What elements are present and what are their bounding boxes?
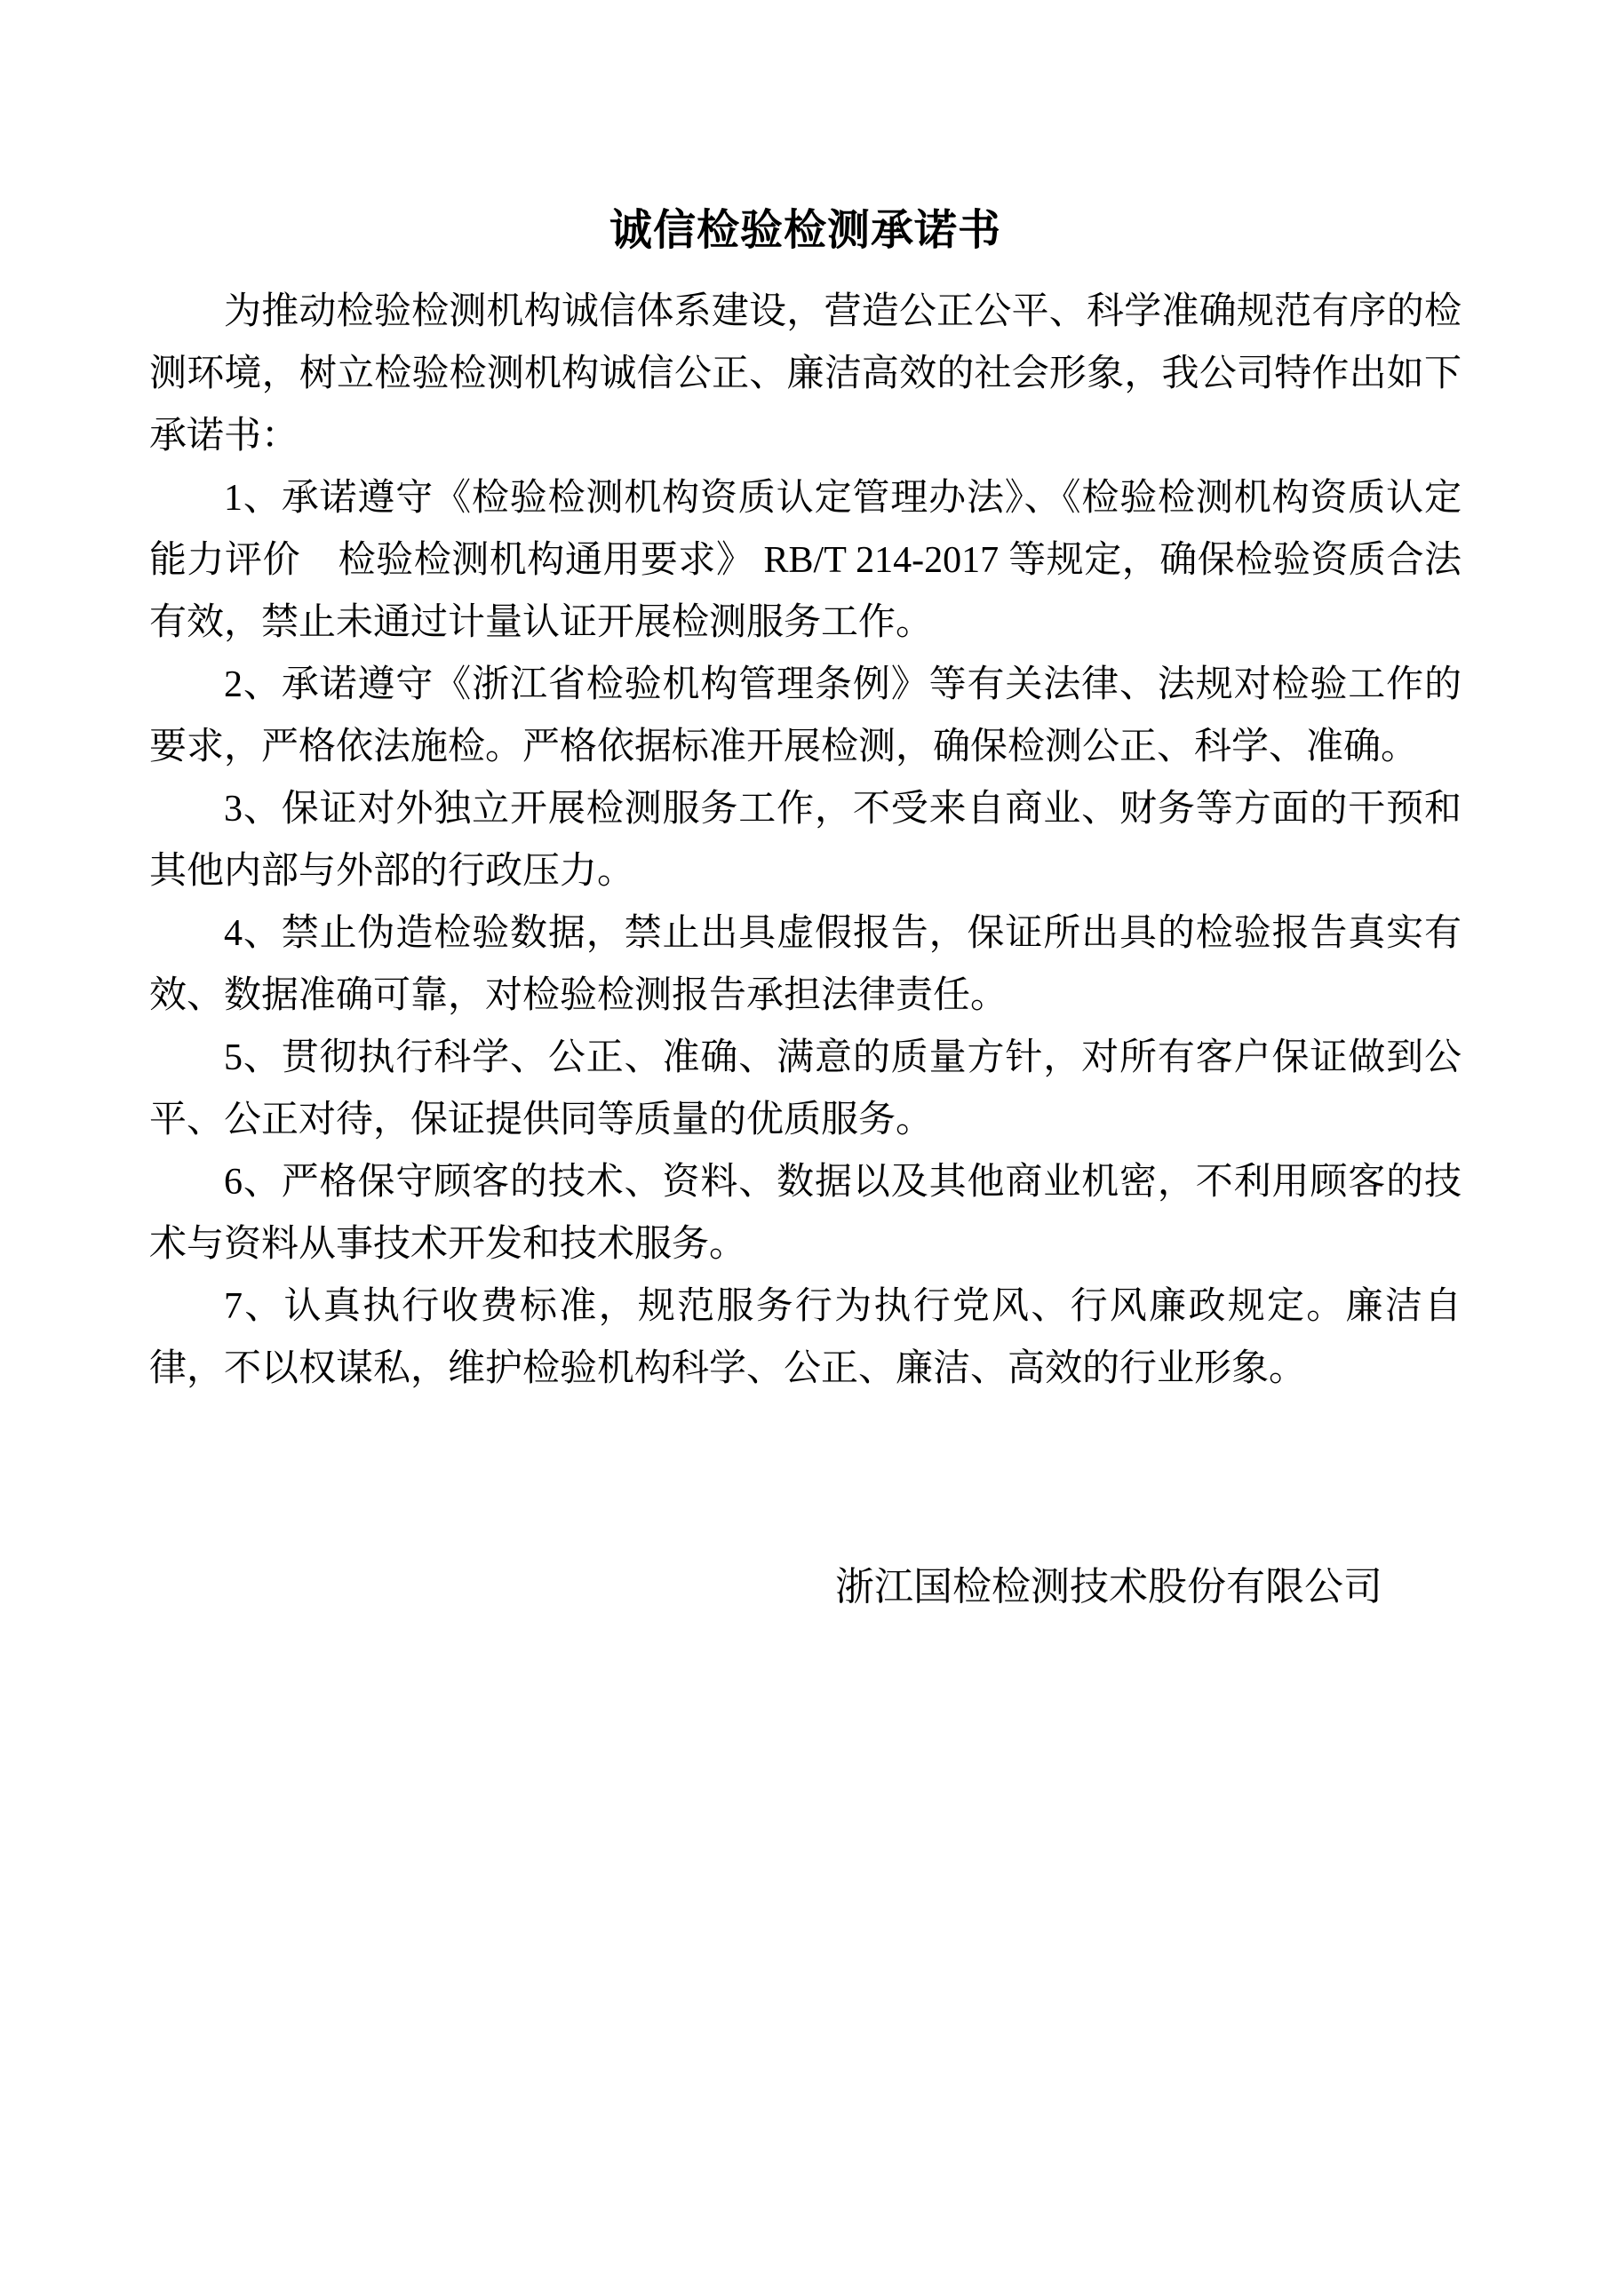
commitment-item-1: 1、承诺遵守《检验检测机构资质认定管理办法》、《检验检测机构资质认定能力评价 检验检测机构通用要求》 RB/T 214-2017 等规定，确保检验资质合法有效，禁止未通过计量认证开展检测服务工作。 <box>149 478 1462 643</box>
commitment-item-6: 6、严格保守顾客的技术、资料、数据以及其他商业机密，不利用顾客的技术与资料从事技术开发和技术服务。 <box>149 1162 1462 1265</box>
commitment-item-7: 7、认真执行收费标准，规范服务行为执行党风、行风廉政规定。廉洁自律，不以权谋私，维护检验机构科学、公正、廉洁、高效的行业形象。 <box>149 1286 1462 1389</box>
commitment-item-3: 3、保证对外独立开展检测服务工作，不受来自商业、财务等方面的干预和其他内部与外部的行政压力。 <box>149 789 1462 892</box>
commitment-item-5: 5、贯彻执行科学、公正、准确、满意的质量方针，对所有客户保证做到公平、公正对待，保证提供同等质量的优质服务。 <box>149 1037 1462 1140</box>
commitment-item-2: 2、承诺遵守《浙江省检验机构管理条例》等有关法律、法规对检验工作的要求，严格依法施检。严格依据标准开展检测，确保检测公正、科学、准确。 <box>149 664 1462 767</box>
commitment-item-4: 4、禁止伪造检验数据，禁止出具虚假报告，保证所出具的检验报告真实有效、数据准确可靠，对检验检测报告承担法律责任。 <box>149 913 1462 1016</box>
intro-paragraph: 为推动检验检测机构诚信体系建设，营造公正公平、科学准确规范有序的检测环境，树立检验检测机构诚信公正、廉洁高效的社会形象，我公司特作出如下承诺书： <box>149 291 1462 457</box>
company-signature: 浙江国检检测技术股份有限公司 <box>835 1565 1382 1609</box>
document-title: 诚信检验检测承诺书 <box>609 207 1001 254</box>
